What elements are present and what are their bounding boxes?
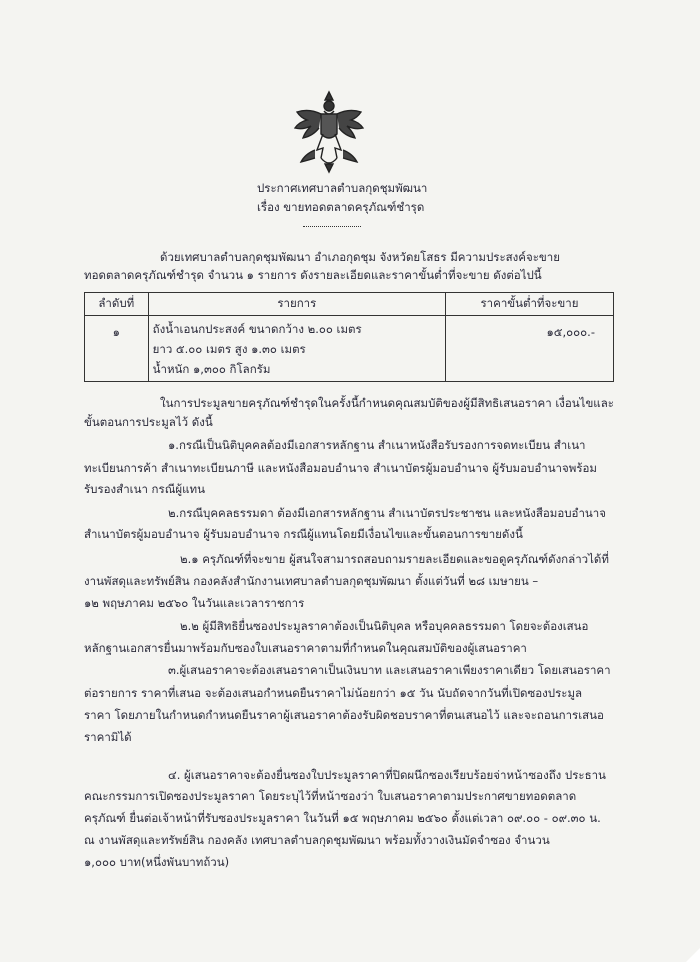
body-line-20: ณ งานพัสดุและทรัพย์สิน กองคลัง เทศบาลตำบลกุดชุมพัฒนา พร้อมทั้งวางเงินมัดจำซอง จำนวน xyxy=(84,833,550,847)
row-desc-line-2: ยาว ๕.๐๐ เมตร สูง ๑.๓๐ เมตร xyxy=(152,342,306,356)
announcement-subject: เรื่อง ขายทอดตลาดครุภัณฑ์ชำรุด xyxy=(257,200,425,214)
header-no: ลำดับที่ xyxy=(85,293,149,316)
body-line-4: ทะเบียนการค้า สำเนาทะเบียนภาษี และหนังสือมอบอำนาจ สำเนาบัตรผู้มอบอำนาจ ผู้รับมอบอำนาจพร้อม xyxy=(84,461,598,475)
body-line-3: ๑.กรณีเป็นนิติบุคคลต้องมีเอกสารหลักฐาน สำเนาหนังสือรับรองการจดทะเบียน สำเนา xyxy=(168,438,586,452)
garuda-emblem-icon xyxy=(291,88,367,174)
items-table xyxy=(84,292,614,382)
body-line-18: คณะกรรมการเปิดซองประมูลราคา โดยระบุไว้ที่หน้าซองว่า ใบเสนอราคาตามประกาศขายทอดตลาด xyxy=(84,789,577,803)
body-line-8: ๒.๑ ครุภัณฑ์ที่จะขาย ผู้สนใจสามารถสอบถามรายละเอียดและขอดูครุภัณฑ์ดังกล่าวได้ที่ xyxy=(180,552,609,566)
body-line-12: หลักฐานเอกสารยื่นมาพร้อมกับซองใบเสนอราคาตามที่กำหนดในคุณสมบัติของผู้เสนอราคา xyxy=(84,641,527,655)
body-line-13: ๓.ผู้เสนอราคาจะต้องเสนอราคาเป็นเงินบาท และเสนอราคาเพียงราคาเดียว โดยเสนอราคา xyxy=(168,663,611,677)
page-corner xyxy=(686,948,700,962)
table-header-row xyxy=(85,293,614,316)
separator-dots xyxy=(303,226,361,227)
row-price: ๑๕,๐๐๐.- xyxy=(446,316,614,382)
table-row xyxy=(85,316,614,382)
body-line-10: ๑๒ พฤษภาคม ๒๕๖๐ ในวันและเวลาราชการ xyxy=(84,596,305,610)
body-line-7: สำเนาบัตรผู้มอบอำนาจ ผู้รับมอบอำนาจ กรณีผู้แทนโดยมีเงื่อนไขและขั้นตอนการขายดังนี้ xyxy=(84,527,523,541)
body-line-21: ๑,๐๐๐ บาท(หนึ่งพันบาทถ้วน) xyxy=(84,855,230,869)
header-item: รายการ xyxy=(148,293,445,316)
body-line-14: ต่อรายการ ราคาที่เสนอ จะต้องเสนอกำหนดยืนราคาไม่น้อยกว่า ๑๕ วัน นับถัดจากวันที่เปิดซองประมูล xyxy=(84,686,583,700)
body-line-1: ในการประมูลขายครุภัณฑ์ชำรุดในครั้งนี้กำหนดคุณสมบัติของผู้มีสิทธิเสนอราคา เงื่อนไขและ xyxy=(160,396,614,410)
row-desc-line-3: น้ำหนัก ๑,๓๐๐ กิโลกรัม xyxy=(152,362,271,376)
body-line-15: ราคา โดยภายในกำหนดกำหนดยืนราคาผู้เสนอราคาต้องรับผิดชอบราคาที่ตนเสนอไว้ และจะถอนการเสนอ xyxy=(84,708,604,722)
body-line-11: ๒.๒ ผู้มีสิทธิยื่นซองประมูลราคาต้องเป็นนิติบุคล หรือบุคคลธรรมดา โดยจะต้องเสนอ xyxy=(180,619,589,633)
body-line-17: ๔. ผู้เสนอราคาจะต้องยื่นซองใบประมูลราคาที่ปิดผนึกซองเรียบร้อยจ่าหน้าซองถึง ประธาน xyxy=(168,768,606,782)
body-line-19: ครุภัณฑ์ ยื่นต่อเจ้าหน้าที่รับซองประมูลราคา ในวันที่ ๑๕ พฤษภาคม ๒๕๖๐ ตั้งแต่เวลา ๐๙.๐๐ - ๐๙.๓๐ น. xyxy=(84,811,601,825)
body-line-2: ขั้นตอนการประมูลไว้ ดังนี้ xyxy=(84,415,213,429)
intro-line-1: ด้วยเทศบาลตำบลกุดชุมพัฒนา อำเภอกุดชุม จังหวัดยโสธร มีความประสงค์จะขาย xyxy=(160,250,560,264)
intro-line-2: ทอดตลาดครุภัณฑ์ชำรุด จำนวน ๑ รายการ ดังรายละเอียดและราคาขั้นต่ำที่จะขาย ดังต่อไปนี้ xyxy=(84,268,542,282)
announcement-title: ประกาศเทศบาลตำบลกุดชุมพัฒนา xyxy=(257,181,428,195)
row-no: ๑ xyxy=(85,316,149,382)
header-min-price: ราคาขั้นต่ำที่จะขาย xyxy=(446,293,614,316)
body-line-9: งานพัสดุและทรัพย์สิน กองคลังสำนักงานเทศบาลตำบลกุดชุมพัฒนา ตั้งแต่วันที่ ๒๘ เมษายน – xyxy=(84,574,539,588)
body-line-5: รับรองสำเนา กรณีผู้แทน xyxy=(84,482,205,496)
body-line-16: ราคามิได้ xyxy=(84,730,132,744)
row-description xyxy=(148,316,445,382)
body-line-6: ๒.กรณีบุคคลธรรมดา ต้องมีเอกสารหลักฐาน สำเนาบัตรประชาชน และหนังสือมอบอำนาจ xyxy=(168,506,606,520)
row-desc-line-1: ถังน้ำเอนกประสงค์ ขนาดกว้าง ๒.๐๐ เมตร xyxy=(152,322,362,336)
